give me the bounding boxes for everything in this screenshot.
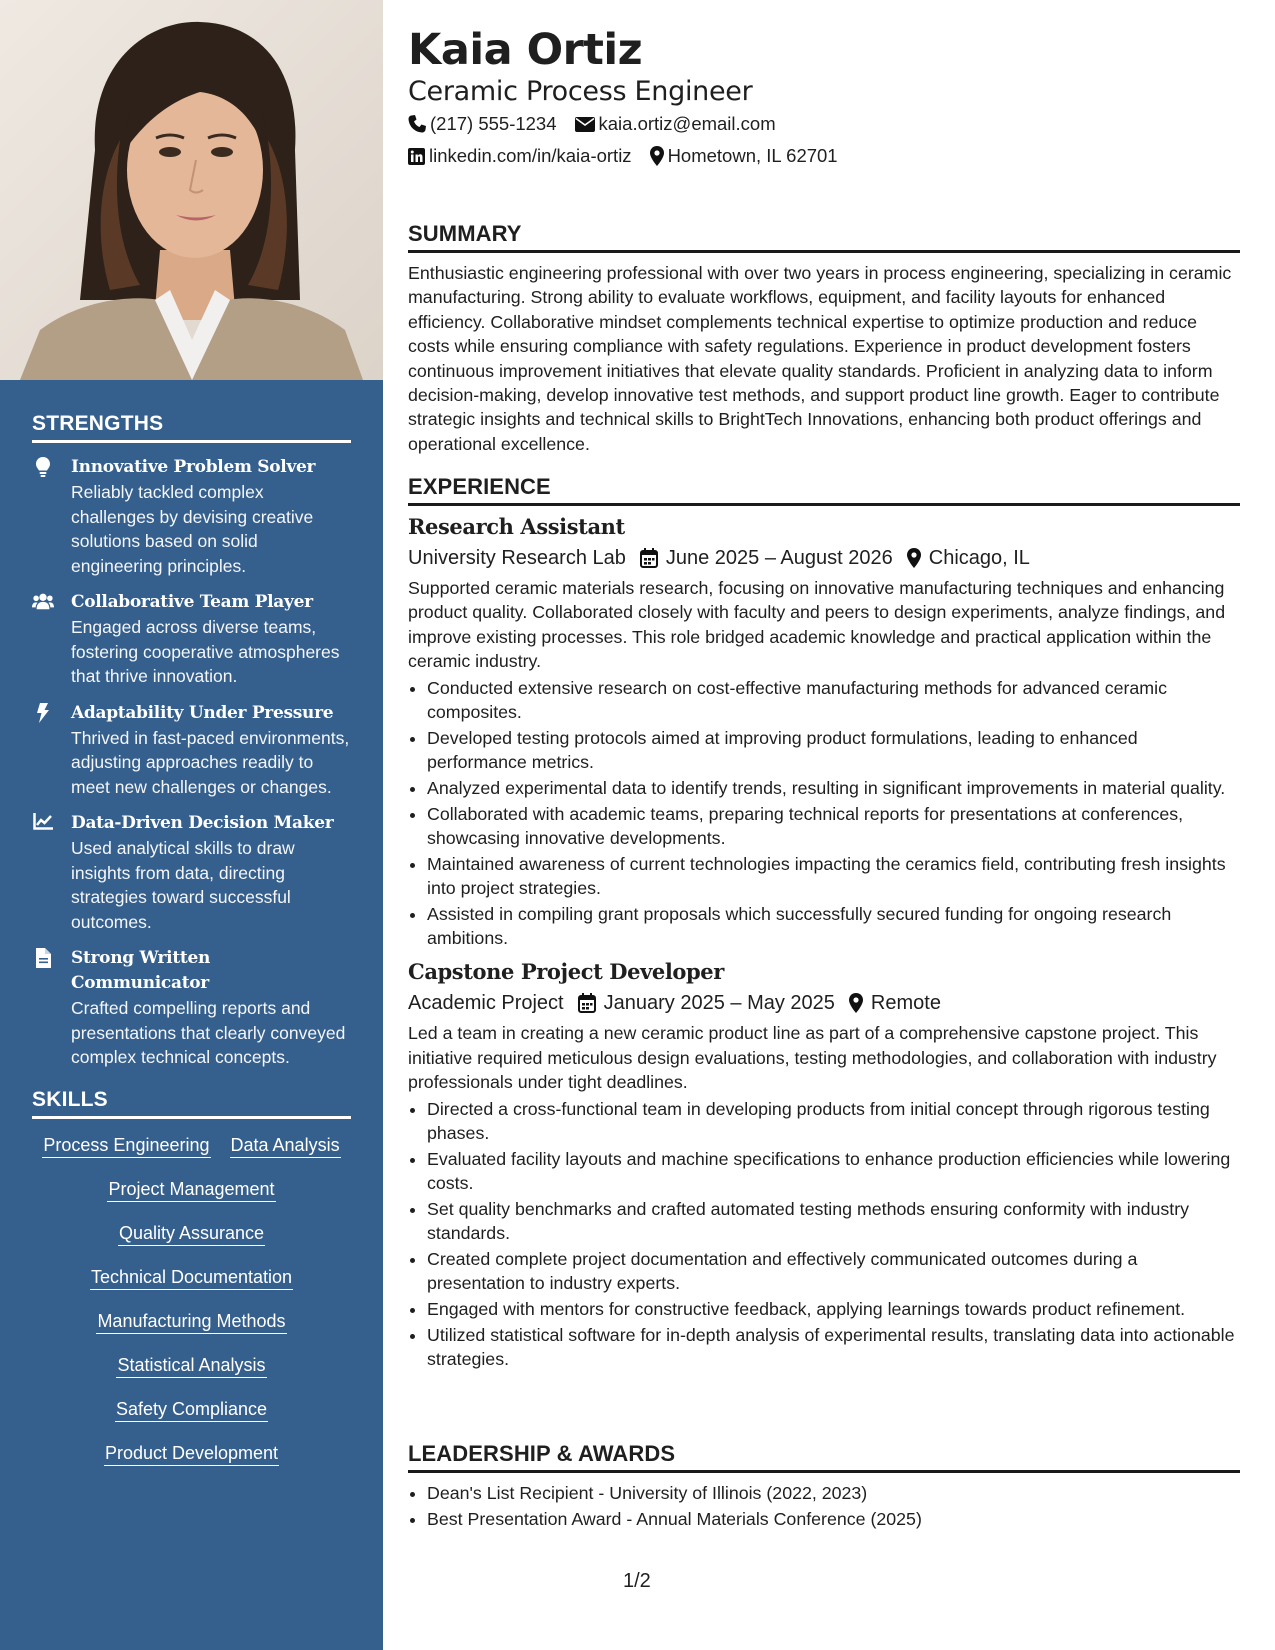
summary-section — [408, 221, 1240, 456]
job-bullet: • Set quality benchmarks and crafted automated testing methods ensuring conformity with industry standards. — [427, 1197, 1240, 1246]
job-bullet: • Analyzed experimental data to identify trends, resulting in significant improvements in material quality. — [427, 776, 1240, 800]
contact-linkedin[interactable] — [408, 144, 632, 168]
skill-tag: Quality Assurance — [118, 1222, 265, 1246]
skill-tag: Process Engineering — [42, 1134, 210, 1158]
job-title: Capstone Project Developer — [408, 959, 724, 985]
summary-heading: SUMMARY — [408, 221, 1240, 253]
lightbulb-icon — [32, 457, 54, 477]
job-bullet: • Maintained awareness of current technologies impacting the ceramics field, contributing fresh insights into project strategies. — [427, 852, 1240, 901]
strength-description: Engaged across diverse teams, fostering cooperative atmospheres that thrive innovation. — [71, 617, 340, 686]
award-item: • Best Presentation Award - Annual Materials Conference (2025) — [427, 1507, 1240, 1531]
phone-icon — [408, 115, 426, 133]
calendar-icon — [640, 548, 658, 568]
awards-heading: LEADERSHIP & AWARDS — [408, 1441, 1240, 1473]
job-entry — [408, 513, 1240, 950]
email-text: kaia.ortiz@email.com — [598, 113, 776, 134]
strengths-heading: STRENGTHS — [32, 412, 351, 443]
document-icon — [32, 948, 54, 968]
contact-phone[interactable] — [408, 112, 557, 136]
contact-row — [408, 112, 776, 136]
awards-list — [408, 1481, 1240, 1531]
award-item: • Dean's List Recipient - University of Illinois (2022, 2023) — [427, 1481, 1240, 1505]
job-dates: January 2025 – May 2025 — [603, 992, 835, 1015]
job-bullet: • Collaborated with academic teams, preparing technical reports for presentations at conferences, showcasing innovative developments. — [427, 802, 1240, 851]
profile-photo — [0, 0, 383, 380]
job-entry — [408, 958, 1240, 1371]
calendar-icon — [578, 993, 596, 1013]
strength-description: Reliably tackled complex challenges by devising creative solutions based on solid engineering principles. — [71, 482, 314, 576]
summary-text: Enthusiastic engineering professional with over two years in process engineering, specializing in ceramic manufacturing. Strong ability to evaluate workflows, equipment, and facility layouts for enhanced efficiency. Collaborative mindset complements technical expertise to optimize production and reduce costs while ensuring compliance with safety regulations. Experience in product development fosters continuous improvement initiatives that elevate quality standards. Proficient in analyzing data to inform decision-making, develop innovative test methods, and support product line growth. Eager to contribute strategic insights and technical skills to BrightTech Innovations, enhancing both product offerings and operational excellence. — [408, 263, 1232, 454]
candidate-role: Ceramic Process Engineer — [408, 76, 753, 107]
strength-title: Adaptability Under Pressure — [71, 702, 334, 723]
experience-section — [408, 474, 1240, 1373]
sidebar-content — [32, 412, 351, 1466]
strength-item — [32, 946, 351, 1070]
skill-tag: Statistical Analysis — [116, 1354, 266, 1378]
job-meta — [408, 544, 1240, 572]
job-organization: Academic Project — [408, 992, 564, 1015]
skill-tag: Data Analysis — [230, 1134, 341, 1158]
skills-heading: SKILLS — [32, 1088, 351, 1119]
strength-title: Strong Written Communicator — [71, 948, 211, 993]
chart-line-icon — [32, 813, 54, 833]
strengths-list — [32, 455, 351, 1070]
job-description: Supported ceramic materials research, focusing on innovative manufacturing techniques and enhancing product quality. Collaborated closely with faculty and peers to design experiments, analyze findings, and improve existing processes. This role bridged academic knowledge and practical application within the ceramic industry. — [408, 578, 1226, 672]
job-bullet: • Engaged with mentors for constructive feedback, applying learnings towards product refinement. — [427, 1297, 1240, 1321]
job-bullets — [408, 676, 1240, 951]
skill-tag: Product Development — [104, 1442, 279, 1466]
map-pin-icon — [907, 548, 921, 568]
contact-row-2 — [408, 144, 838, 168]
bolt-icon — [32, 703, 54, 723]
strength-title: Collaborative Team Player — [71, 592, 313, 612]
job-meta — [408, 989, 1240, 1017]
strength-title: Innovative Problem Solver — [71, 457, 316, 477]
experience-heading: EXPERIENCE — [408, 474, 1240, 506]
contact-email[interactable] — [575, 112, 776, 136]
skill-tag: Manufacturing Methods — [96, 1310, 286, 1334]
map-pin-icon — [650, 146, 664, 166]
strength-item — [32, 590, 351, 689]
contact-location — [650, 144, 838, 168]
job-bullet: • Created complete project documentation and effectively communicated outcomes during a presentation to industry experts. — [427, 1247, 1240, 1296]
strength-title: Data-Driven Decision Maker — [71, 813, 334, 833]
sidebar — [0, 0, 383, 1650]
candidate-name: Kaia Ortiz — [408, 25, 643, 75]
job-bullet: • Assisted in compiling grant proposals which successfully secured funding for ongoing research ambitions. — [427, 902, 1240, 951]
linkedin-icon — [408, 148, 425, 165]
envelope-icon — [575, 116, 595, 132]
job-title: Research Assistant — [408, 514, 625, 539]
job-bullet: • Utilized statistical software for in-depth analysis of experimental results, translating data into actionable strategies. — [427, 1323, 1240, 1372]
job-bullet: • Developed testing protocols aimed at improving product formulations, leading to enhanced performance metrics. — [427, 726, 1240, 775]
job-dates: June 2025 – August 2026 — [665, 547, 893, 569]
strength-description: Crafted compelling reports and presentations that clearly conveyed complex technical concepts. — [71, 998, 346, 1067]
job-bullet: • Conducted extensive research on cost-effective manufacturing methods for advanced ceramic composites. — [427, 676, 1240, 725]
skill-tag: Project Management — [107, 1178, 275, 1202]
job-location: Remote — [870, 992, 941, 1015]
job-location: Chicago, IL — [928, 547, 1030, 569]
location-text: Hometown, IL 62701 — [667, 145, 838, 166]
strength-item — [32, 811, 351, 934]
job-bullets — [408, 1097, 1240, 1372]
skills-list — [32, 1134, 351, 1466]
job-bullet: • Evaluated facility layouts and machine specifications to enhance production efficiencies while lowering costs. — [427, 1147, 1240, 1196]
job-description: Led a team in creating a new ceramic product line as part of a comprehensive capstone project. This initiative required meticulous design evaluations, testing methodologies, and collaboration with industry professionals under tight deadlines. — [408, 1023, 1217, 1093]
users-icon — [32, 592, 54, 612]
page-number: 1/2 — [623, 1570, 651, 1592]
skill-tag: Safety Compliance — [115, 1398, 268, 1422]
job-bullet: • Directed a cross-functional team in developing products from initial concept through rigorous testing phases. — [427, 1097, 1240, 1146]
strength-item — [32, 455, 351, 578]
strength-item — [32, 701, 351, 800]
awards-section — [408, 1441, 1240, 1533]
linkedin-text: linkedin.com/in/kaia-ortiz — [429, 145, 632, 166]
map-pin-icon — [849, 993, 863, 1013]
skill-tag: Technical Documentation — [90, 1266, 293, 1290]
phone-text: (217) 555-1234 — [430, 113, 557, 134]
strength-description: Used analytical skills to draw insights from data, directing strategies toward successful outcomes. — [71, 838, 295, 932]
strength-description: Thrived in fast-paced environments, adjusting approaches readily to meet new challenges or changes. — [71, 727, 350, 797]
job-organization: University Research Lab — [408, 547, 626, 569]
